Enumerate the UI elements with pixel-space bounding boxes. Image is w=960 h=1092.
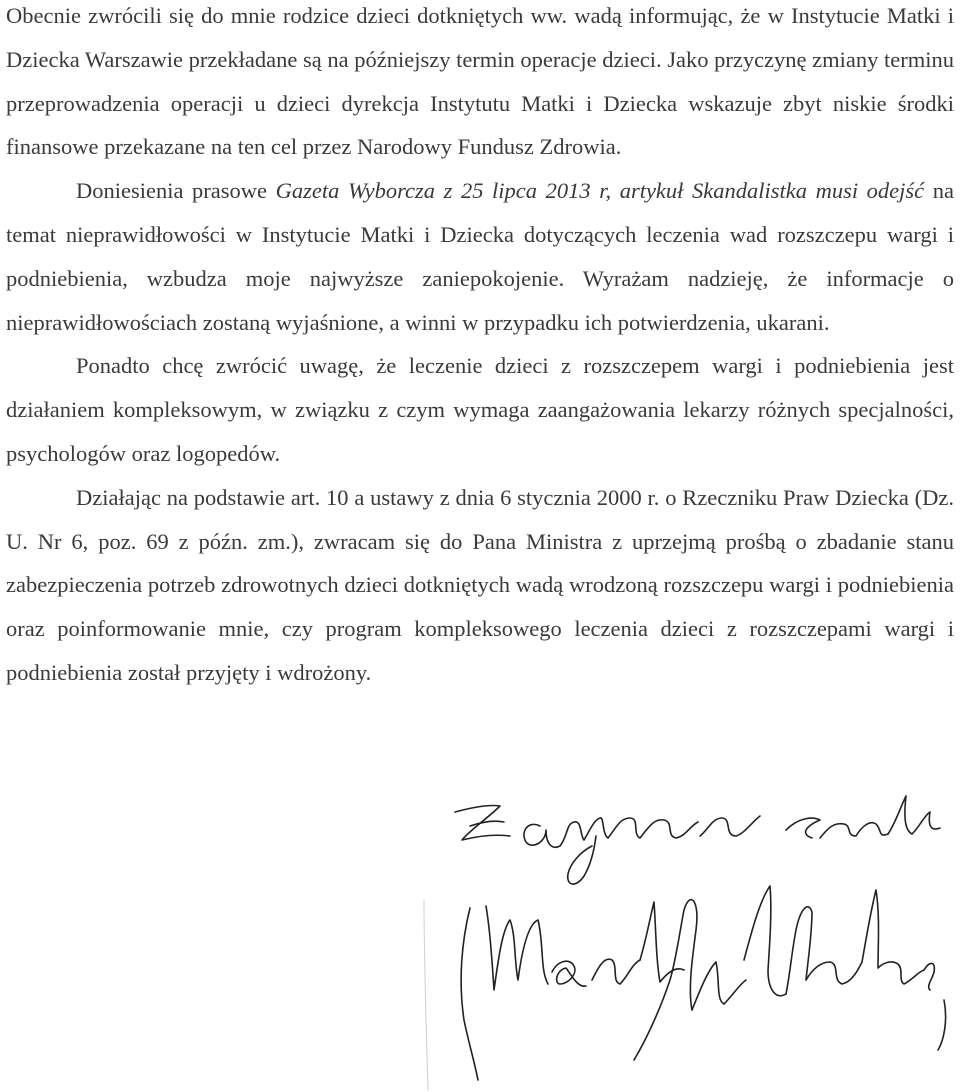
letter-body — [6, 0, 954, 695]
paragraph-2-rest: na temat nieprawidłowości w Instytucie Matki i Dziecka dotyczących leczenia wad rozszczepu wargi i podniebienia, wzbudza moje najwyższe zaniepokojenie. Wyrażam nadzieję, że informacje o nieprawidłowościach zostaną wyjaśnione, a winni w przypadku ich potwierdzenia, ukarani. — [6, 178, 954, 335]
paragraph-4: Działając na podstawie art. 10 a ustawy z dnia 6 stycznia 2000 r. o Rzeczniku Praw Dziecka (Dz. U. Nr 6, poz. 69 z późn. zm.), zwracam się do Pana Ministra z uprzejmą prośbą o zbadanie stanu zabezpieczenia potrzeb zdrowotnych dzieci dotkniętych wadą wrodzoną rozszczepu wargi i podniebienia oraz poinformowanie mnie, czy program kompleksowego leczenia dzieci z rozszczepami wargi i podniebienia został przyjęty i wdrożony. — [6, 484, 954, 685]
paragraph-1: Obecnie zwrócili się do mnie rodzice dzieci dotkniętych ww. wadą informując, że w Instytucie Matki i Dziecka Warszawie przekładane są na późniejszy termin operacje dzieci. Jako przyczynę zmiany terminu przeprowadzenia operacji u dzieci dyrekcja Instytutu Matki i Dziecka wskazuje zbyt niskie środki finansowe przekazane na ten cel przez Narodowy Fundusz Zdrowia. — [6, 3, 954, 160]
paragraph-3: Ponadto chcę zwrócić uwagę, że leczenie dzieci z rozszczepem wargi i podniebienia jest działaniem kompleksowym, w związku z czym wymaga zaangażowania lekarzy różnych specjalności, psychologów oraz logopedów. — [6, 353, 954, 466]
signature-closing — [455, 796, 940, 884]
press-citation: Gazeta Wyborcza z 25 lipca 2013 r, artykuł Skandalistka musi odejść — [275, 178, 925, 204]
paragraph-2-intro: Doniesienia prasowe — [76, 178, 276, 204]
signature-name — [461, 886, 945, 1080]
paragraph-2 — [6, 169, 954, 344]
